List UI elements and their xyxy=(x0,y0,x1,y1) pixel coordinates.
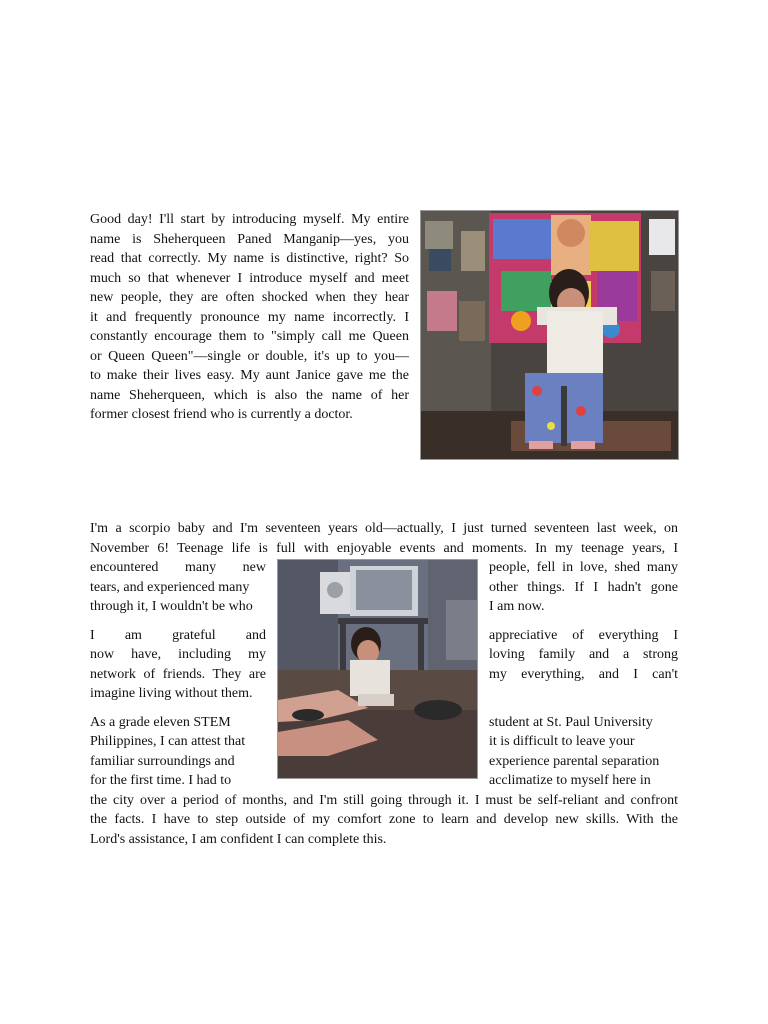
text-line: the city over a period of months, and I'm still going through it. I must be self-reliant and confront xyxy=(90,793,678,808)
text-line: encountered many new xyxy=(90,560,266,575)
toddler-sitting-photo xyxy=(277,559,478,779)
text-line: for the first time. I had to xyxy=(90,773,232,788)
text-line: November 6! Teenage life is full with enjoyable events and moments. In my teenage years, I xyxy=(90,541,678,556)
text-line: other things. If I hadn't gone xyxy=(489,580,678,595)
text-line: I'm a scorpio baby and I'm seventeen years old—actually, I just turned seventeen last week, on xyxy=(90,521,678,536)
text-line: much so that whenever I introduce myself and meet xyxy=(90,271,409,286)
toddler-standing-photo xyxy=(420,210,679,460)
text-line: to make their lives easy. My aunt Janice gave me the xyxy=(90,368,409,383)
text-line: through it, I wouldn't be who xyxy=(90,599,253,614)
text-line: my everything, and I can't xyxy=(489,667,678,682)
text-line: tears, and experienced many xyxy=(90,580,250,595)
text-line: it and frequently pronounce my name incorrectly. I xyxy=(90,310,409,325)
text-line: new people, they are often shocked when they hear xyxy=(90,290,409,305)
text-line: familiar surroundings and xyxy=(90,754,235,769)
text-line: name is Sheherqueen Paned Manganip—yes, you xyxy=(90,232,409,247)
text-line: imagine living without them. xyxy=(90,686,253,701)
text-line: As a grade eleven STEM xyxy=(90,715,231,730)
text-line: Philippines, I can attest that xyxy=(90,734,246,749)
text-line: it is difficult to leave your xyxy=(489,734,635,749)
text-line: acclimatize to myself here in xyxy=(489,773,651,788)
text-line: now have, including my xyxy=(90,647,266,662)
text-line: experience parental separation xyxy=(489,754,660,769)
text-line: former closest friend who is currently a doctor. xyxy=(90,407,353,422)
text-line: constantly encourage them to "simply call me Queen xyxy=(90,329,409,344)
text-line: loving family and a strong xyxy=(489,647,678,662)
text-line: the facts. I have to step outside of my comfort zone to learn and develop new skills. With the xyxy=(90,812,678,827)
text-line: Lord's assistance, I am confident I can complete this. xyxy=(90,832,387,847)
text-line: student at St. Paul University xyxy=(489,715,653,730)
text-line: read that correctly. My name is distinctive, right? So xyxy=(90,251,409,266)
text-line: or Queen Queen"—single or double, it's up to you— xyxy=(90,349,409,364)
text-line: name Sheherqueen, which is also the name of her xyxy=(90,388,409,403)
text-line: I am now. xyxy=(489,599,545,614)
text-line: network of friends. They are xyxy=(90,667,266,682)
text-line: Good day! I'll start by introducing myself. My entire xyxy=(90,212,409,227)
text-line: people, fell in love, shed many xyxy=(489,560,678,575)
text-line: I am grateful and xyxy=(90,628,266,643)
text-line: appreciative of everything I xyxy=(489,628,678,643)
